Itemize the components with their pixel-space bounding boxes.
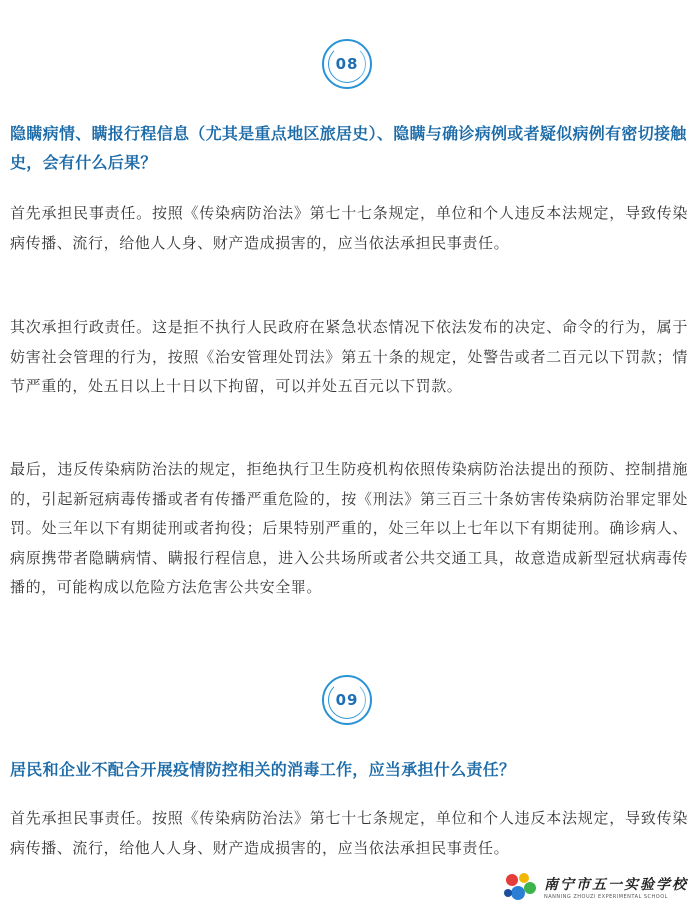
- school-name-en: NANNING ZHOUZI EXPERIMENTAL SCHOOL: [544, 894, 668, 900]
- answer-paragraph: 首先承担民事责任。按照《传染病防治法》第七十七条规定，单位和个人违反本法规定，导致传染病传播、流行，给他人人身、财产造成损害的，应当依法承担民事责任。: [10, 204, 688, 252]
- section-number: 09: [335, 691, 359, 709]
- answer-paragraph: 最后，违反传染病防治法的规定，拒绝执行卫生防疫机构依照传染病防治法提出的预防、控制措施的，引起新冠病毒传播或者有传播严重危险的，按《刑法》第三百三十条妨害传染病防治罪定罪处罚。处三年以下有期徒刑或者拘役；后果特别严重的，处三年以上七年以下有期徒刑。确诊病人、病原携带者隐瞒病情、瞒报行程信息，进入公共场所或者公共交通工具，故意造成新型冠状病毒传播的，可能构成以危险方法危害公共安全罪。: [10, 460, 688, 596]
- answer-paragraph: 其次承担行政责任。这是拒不执行人民政府在紧急状态情况下依法发布的决定、命令的行为，属于妨害社会管理的行为，按照《治安管理处罚法》第五十条的规定，处警告或者二百元以下罚款；情节严重的，处五日以上十日以下拘留，可以并处五百元以下罚款。: [10, 318, 688, 395]
- school-emblem-icon: [502, 871, 538, 903]
- section-number-badge: [322, 39, 372, 89]
- section-question: 居民和企业不配合开展疫情防控相关的消毒工作，应当承担什么责任？: [10, 760, 516, 779]
- school-name-cn: 南宁市五一实验学校: [544, 877, 688, 893]
- section-question: 隐瞒病情、瞒报行程信息（尤其是重点地区旅居史）、隐瞒与确诊病例或者疑似病例有密切接触史，会有什么后果？: [10, 124, 687, 172]
- section-number: 08: [335, 55, 359, 73]
- school-name: [544, 874, 688, 900]
- school-logo: [502, 869, 688, 905]
- section-number-badge: [322, 675, 372, 725]
- answer-paragraph: 首先承担民事责任。按照《传染病防治法》第七十七条规定，单位和个人违反本法规定，导致传染病传播、流行，给他人人身、财产造成损害的，应当依法承担民事责任。: [10, 809, 688, 857]
